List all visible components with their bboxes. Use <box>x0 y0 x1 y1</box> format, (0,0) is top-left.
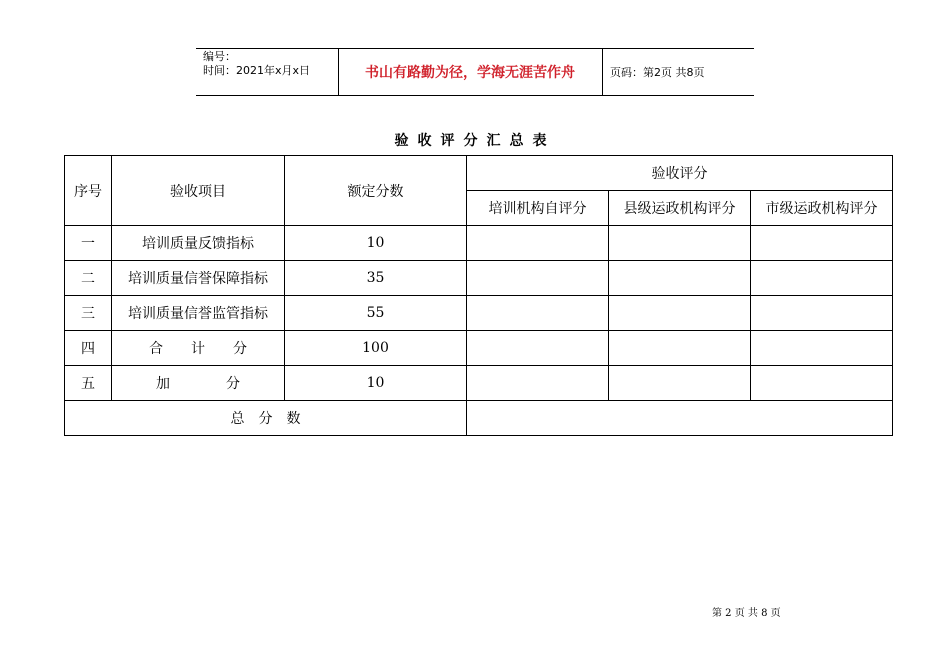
row-item: 加 分 <box>112 366 285 401</box>
header-item: 验收项目 <box>112 156 285 226</box>
score-summary-table <box>64 155 893 436</box>
row-item: 培训质量信誉监管指标 <box>112 296 285 331</box>
footer-page-number: 第 2 页 共 8 页 <box>712 608 781 619</box>
row-quota: 10 <box>285 226 467 261</box>
code-label: 编号： <box>203 50 236 63</box>
table-row <box>65 226 893 261</box>
total-label: 总 分 数 <box>65 401 467 436</box>
header-quota: 额定分数 <box>285 156 467 226</box>
row-self-score-cell[interactable] <box>467 366 609 401</box>
row-self-score-cell[interactable] <box>467 296 609 331</box>
header-divider-2 <box>602 48 603 96</box>
header-page-info: 页码：第2页 共8页 <box>610 66 705 79</box>
document-title: 验收评分汇总表 <box>394 133 556 149</box>
row-quota: 100 <box>285 331 467 366</box>
row-city-score-cell[interactable] <box>751 226 893 261</box>
table-row <box>65 331 893 366</box>
row-city-score-cell[interactable] <box>751 331 893 366</box>
table-header-row-1 <box>65 156 893 191</box>
row-city-score-cell[interactable] <box>751 296 893 331</box>
header-score-group: 验收评分 <box>467 156 893 191</box>
table-row <box>65 261 893 296</box>
table-row <box>65 366 893 401</box>
row-quota: 35 <box>285 261 467 296</box>
row-quota: 55 <box>285 296 467 331</box>
row-county-score-cell[interactable] <box>609 296 751 331</box>
row-self-score-cell[interactable] <box>467 226 609 261</box>
page-header <box>196 48 754 96</box>
row-county-score-cell[interactable] <box>609 331 751 366</box>
row-seq: 四 <box>65 331 112 366</box>
row-item: 培训质量反馈指标 <box>112 226 285 261</box>
time-label: 时间：2021年x月x日 <box>203 64 311 77</box>
total-score-cell[interactable] <box>467 401 893 436</box>
header-self-score: 培训机构自评分 <box>467 191 609 226</box>
row-seq: 五 <box>65 366 112 401</box>
row-self-score-cell[interactable] <box>467 261 609 296</box>
row-city-score-cell[interactable] <box>751 366 893 401</box>
row-item: 合 计 分 <box>112 331 285 366</box>
header-city-score: 市级运政机构评分 <box>751 191 893 226</box>
row-quota: 10 <box>285 366 467 401</box>
row-seq: 二 <box>65 261 112 296</box>
row-self-score-cell[interactable] <box>467 331 609 366</box>
row-seq: 三 <box>65 296 112 331</box>
total-row <box>65 401 893 436</box>
header-meta <box>203 50 310 78</box>
header-seq: 序号 <box>65 156 112 226</box>
row-county-score-cell[interactable] <box>609 366 751 401</box>
row-seq: 一 <box>65 226 112 261</box>
row-item: 培训质量信誉保障指标 <box>112 261 285 296</box>
row-county-score-cell[interactable] <box>609 261 751 296</box>
table-row <box>65 296 893 331</box>
header-county-score: 县级运政机构评分 <box>609 191 751 226</box>
header-motto: 书山有路勤为径，学海无涯苦作舟 <box>365 65 575 81</box>
row-county-score-cell[interactable] <box>609 226 751 261</box>
row-city-score-cell[interactable] <box>751 261 893 296</box>
